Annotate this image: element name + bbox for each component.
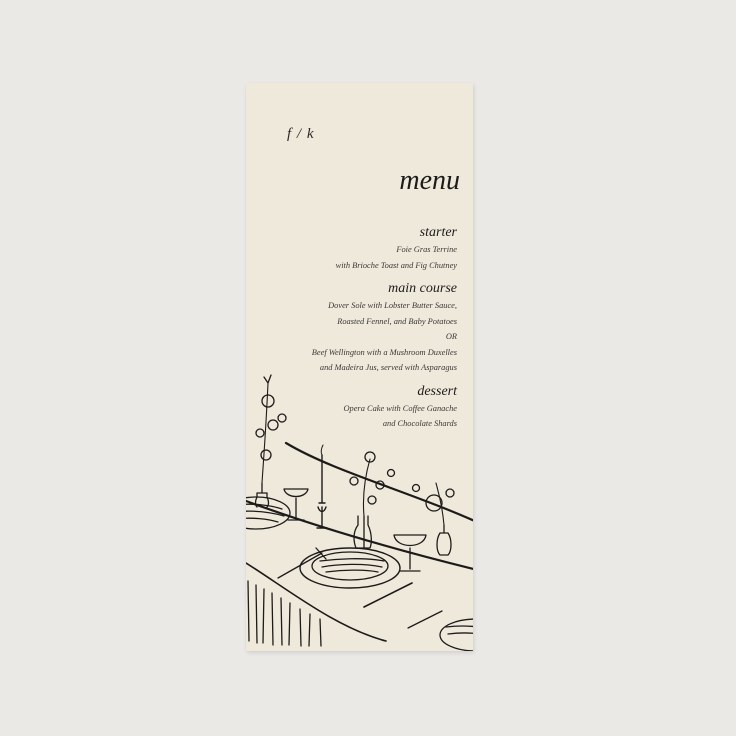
coupe-glass-right	[394, 535, 426, 571]
section-heading: starter	[419, 225, 457, 240]
monogram: f / k	[287, 126, 315, 142]
menu-item: Dover Sole with Lobster Butter Sauce,	[328, 301, 457, 310]
section-heading: dessert	[417, 383, 457, 399]
fork-bottom-icon	[408, 611, 442, 628]
section-main-course	[257, 280, 457, 376]
menu-item: Roasted Fennel, and Baby Potatoes	[337, 316, 457, 326]
candle-icon	[317, 455, 327, 528]
dinner-plate	[300, 548, 400, 588]
menu-item: Beef Wellington with a Mushroom Duxelles	[311, 347, 457, 357]
center-vase	[354, 516, 371, 548]
menu-item: and Madeira Jus, served with Asparagus	[319, 363, 457, 372]
bud-vase-right	[437, 525, 451, 555]
menu-item: and Chocolate Shards	[382, 419, 457, 428]
table-back-line	[286, 443, 473, 528]
table-setting-icon	[246, 373, 473, 651]
bud-vase-left	[256, 483, 269, 507]
menu-item: Opera Cake with Coffee Ganache	[343, 403, 457, 413]
menu-title: menu	[399, 165, 460, 196]
plate-bottom-right	[440, 619, 473, 651]
menu-item-or: OR	[445, 332, 457, 341]
menu-item: Foie Gras Terrine	[396, 245, 457, 254]
table-setting-illustration	[246, 373, 473, 651]
section-heading: main course	[388, 281, 457, 296]
drape-line	[248, 581, 249, 641]
menu-item: with Brioche Toast and Fig Chutney	[335, 260, 457, 270]
flower-icon	[262, 395, 274, 407]
section-starter	[257, 224, 457, 273]
tablecloth-edge	[246, 563, 386, 641]
menu-card	[246, 83, 473, 651]
table-edge-line	[246, 501, 473, 573]
